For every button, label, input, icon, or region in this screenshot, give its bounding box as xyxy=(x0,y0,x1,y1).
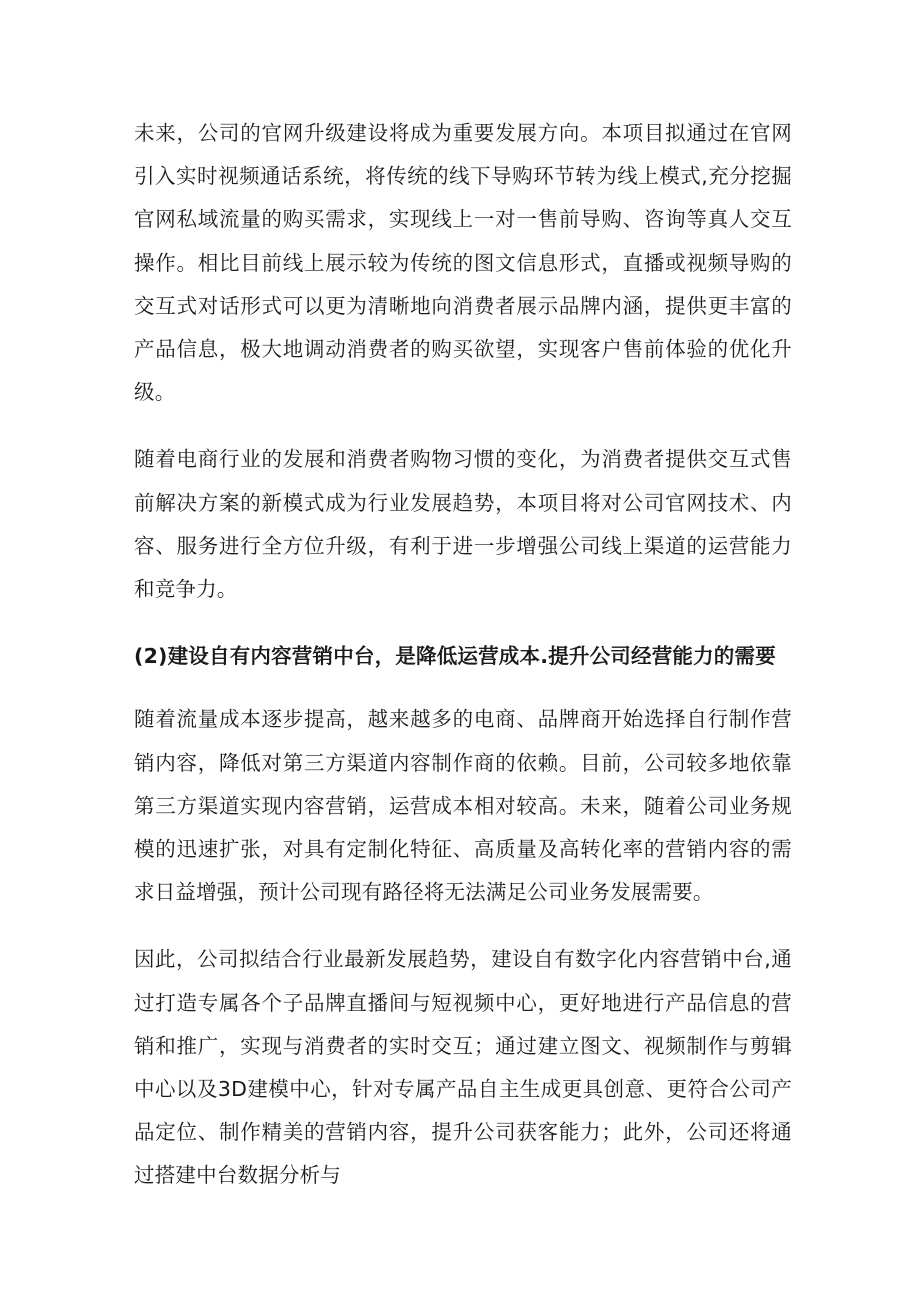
paragraph-website-upgrade: 未来，公司的官网升级建设将成为重要发展方向。本项目拟通过在官网引入实时视频通话系统，将传统的线下导购环节转为线上模式,充分挖掘官网私域流量的购买需求，实现线上一对一售前导购、咨询等真人交互操作。相比目前线上展示较为传统的图文信息形式，直播或视频导购的交互式对话形式可以更为清晰地向消费者展示品牌内涵，提供更丰富的产品信息，极大地调动消费者的购买欲望，实现客户售前体验的优化升级。 xyxy=(134,121,792,405)
section-heading: (2)建设自有内容营销中台，是降低运营成本.提升公司经营能力的需要 xyxy=(134,644,776,669)
paragraph-content-platform: 因此，公司拟结合行业最新发展趋势，建设自有数字化内容营销中台,通过打造专属各个子品牌直播间与短视频中心，更好地进行产品信息的营销和推广，实现与消费者的实时交互；通过建立图文、视频制作与剪辑中心以及3D建模中心，针对专属产品自主生成更具创意、更符合公司产品定位、制作精美的营销内容，提升公司获客能力；此外，公司还将通过搭建中台数据分析与 xyxy=(134,947,792,1188)
paragraph-ecommerce-trend: 随着电商行业的发展和消费者购物习惯的变化，为消费者提供交互式售前解决方案的新模式成为行业发展趋势，本项目将对公司官网技术、内容、服务进行全方位升级，有利于进一步增强公司线上渠道的运营能力和竞争力。 xyxy=(134,447,792,602)
paragraph-traffic-cost: 随着流量成本逐步提高，越来越多的电商、品牌商开始选择自行制作营销内容，降低对第三方渠道内容制作商的依赖。目前，公司较多地依靠第三方渠道实现内容营销，运营成本相对较高。未来，随着公司业务规模的迅速扩张，对具有定制化特征、高质量及高转化率的营销内容的需求日益增强，预计公司现有路径将无法满足公司业务发展需要。 xyxy=(134,707,792,905)
